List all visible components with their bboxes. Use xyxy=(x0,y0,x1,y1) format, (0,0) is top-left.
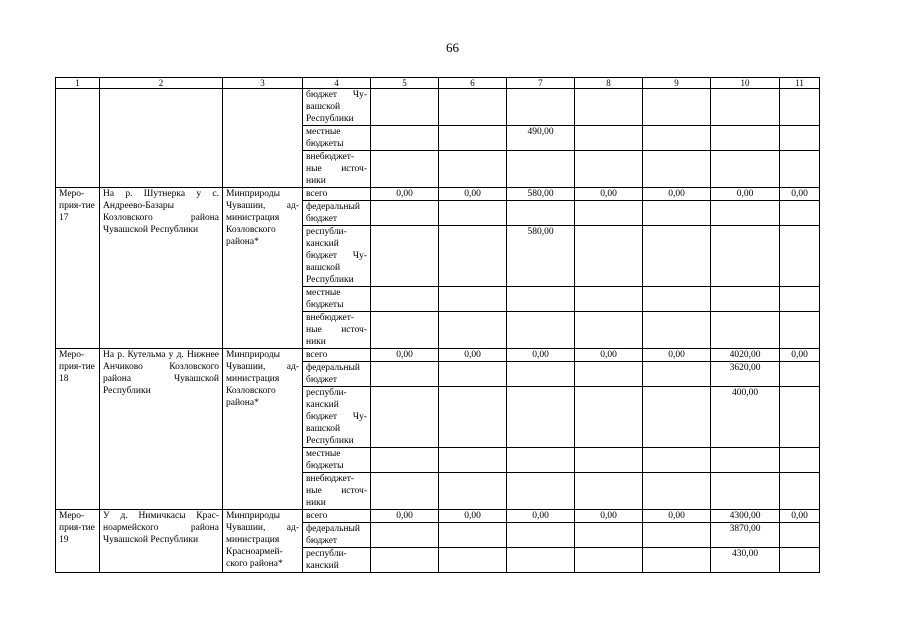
column-header: 7 xyxy=(507,78,575,89)
measure-id-cell: Меро-прия-тие 17 xyxy=(56,188,100,349)
amount-cell xyxy=(507,151,575,188)
column-header: 5 xyxy=(371,78,439,89)
amount-cell xyxy=(780,201,820,226)
amount-cell xyxy=(643,473,711,510)
table-row xyxy=(56,510,820,523)
column-header: 9 xyxy=(643,78,711,89)
amount-cell xyxy=(711,287,780,312)
amount-cell xyxy=(439,523,507,548)
amount-cell xyxy=(575,287,643,312)
funding-source-cell: местные бюджеты xyxy=(303,126,371,151)
funding-source-cell: всего xyxy=(303,349,371,362)
funding-source-cell: внебюджет-ные источ-ники xyxy=(303,312,371,349)
measure-name-cell: У д. Нимичкасы Крас-ноармейского района Чувашской Республики xyxy=(100,510,223,573)
measure-id-cell: Меро-прия-тие 18 xyxy=(56,349,100,510)
amount-cell xyxy=(439,126,507,151)
amount-cell xyxy=(575,312,643,349)
amount-cell: 0,00 xyxy=(575,510,643,523)
funding-source-cell: республи-канский бюджет Чу-вашской Республики xyxy=(303,387,371,448)
column-header: 11 xyxy=(780,78,820,89)
amount-cell xyxy=(371,548,439,573)
column-header: 1 xyxy=(56,78,100,89)
amount-cell xyxy=(371,201,439,226)
amount-cell xyxy=(643,362,711,387)
budget-table xyxy=(55,77,820,573)
amount-cell xyxy=(711,226,780,287)
amount-cell xyxy=(711,201,780,226)
funding-source-cell: местные бюджеты xyxy=(303,287,371,312)
amount-cell xyxy=(575,226,643,287)
amount-cell: 400,00 xyxy=(711,387,780,448)
table-body xyxy=(56,89,820,573)
amount-cell xyxy=(780,387,820,448)
amount-cell xyxy=(711,473,780,510)
table-row xyxy=(56,188,820,201)
amount-cell xyxy=(371,387,439,448)
amount-cell xyxy=(507,548,575,573)
amount-cell xyxy=(711,448,780,473)
amount-cell xyxy=(780,287,820,312)
empty-cell xyxy=(56,89,100,188)
amount-cell: 4020,00 xyxy=(711,349,780,362)
amount-cell xyxy=(371,523,439,548)
amount-cell: 0,00 xyxy=(371,510,439,523)
amount-cell xyxy=(371,287,439,312)
funding-source-cell: федеральный бюджет xyxy=(303,523,371,548)
amount-cell xyxy=(507,448,575,473)
column-header: 10 xyxy=(711,78,780,89)
amount-cell: 0,00 xyxy=(439,188,507,201)
amount-cell: 580,00 xyxy=(507,226,575,287)
amount-cell xyxy=(507,287,575,312)
amount-cell xyxy=(439,89,507,126)
measure-name-cell: На р. Кутельма у д. Нижнее Анчиково Козловского района Чувашской Республики xyxy=(100,349,223,510)
funding-source-cell: всего xyxy=(303,188,371,201)
amount-cell: 580,00 xyxy=(507,188,575,201)
amount-cell xyxy=(643,201,711,226)
amount-cell xyxy=(507,312,575,349)
amount-cell xyxy=(780,89,820,126)
amount-cell xyxy=(507,201,575,226)
amount-cell xyxy=(575,473,643,510)
amount-cell: 3620,00 xyxy=(711,362,780,387)
amount-cell xyxy=(507,387,575,448)
amount-cell xyxy=(371,89,439,126)
empty-cell xyxy=(223,89,303,188)
amount-cell xyxy=(439,201,507,226)
funding-source-cell: бюджет Чу-вашской Республики xyxy=(303,89,371,126)
amount-cell xyxy=(711,126,780,151)
executor-cell: Минприроды Чувашии, ад-министрация Козловского района* xyxy=(223,188,303,349)
executor-cell: Минприроды Чувашии, ад-министрация Красноармей-ского района* xyxy=(223,510,303,573)
amount-cell xyxy=(507,523,575,548)
page-number: 66 xyxy=(446,40,459,55)
amount-cell xyxy=(643,312,711,349)
amount-cell xyxy=(780,548,820,573)
amount-cell xyxy=(780,523,820,548)
amount-cell xyxy=(780,448,820,473)
amount-cell xyxy=(507,473,575,510)
amount-cell xyxy=(507,89,575,126)
amount-cell xyxy=(780,473,820,510)
empty-cell xyxy=(100,89,223,188)
table-row xyxy=(56,89,820,126)
amount-cell: 0,00 xyxy=(371,349,439,362)
amount-cell xyxy=(643,126,711,151)
column-header: 4 xyxy=(303,78,371,89)
amount-cell xyxy=(780,362,820,387)
funding-source-cell: всего xyxy=(303,510,371,523)
amount-cell xyxy=(780,312,820,349)
table-row xyxy=(56,349,820,362)
funding-source-cell: внебюджет-ные источ-ники xyxy=(303,151,371,188)
amount-cell xyxy=(439,226,507,287)
measure-id-cell: Меро-прия-тие 19 xyxy=(56,510,100,573)
amount-cell: 3870,00 xyxy=(711,523,780,548)
amount-cell: 0,00 xyxy=(780,188,820,201)
amount-cell xyxy=(643,523,711,548)
amount-cell: 430,00 xyxy=(711,548,780,573)
amount-cell xyxy=(371,448,439,473)
amount-cell xyxy=(575,126,643,151)
amount-cell xyxy=(439,387,507,448)
amount-cell: 0,00 xyxy=(507,349,575,362)
amount-cell xyxy=(643,287,711,312)
amount-cell xyxy=(439,287,507,312)
amount-cell: 0,00 xyxy=(643,349,711,362)
amount-cell xyxy=(643,226,711,287)
amount-cell xyxy=(780,226,820,287)
amount-cell xyxy=(439,151,507,188)
amount-cell: 0,00 xyxy=(371,188,439,201)
amount-cell xyxy=(643,151,711,188)
amount-cell xyxy=(371,362,439,387)
amount-cell xyxy=(439,473,507,510)
executor-cell: Минприроды Чувашии, ад-министрация Козловского района* xyxy=(223,349,303,510)
amount-cell: 0,00 xyxy=(575,188,643,201)
amount-cell xyxy=(575,89,643,126)
amount-cell xyxy=(780,151,820,188)
amount-cell: 490,00 xyxy=(507,126,575,151)
funding-source-cell: местные бюджеты xyxy=(303,448,371,473)
funding-source-cell: федеральный бюджет xyxy=(303,362,371,387)
column-header: 3 xyxy=(223,78,303,89)
amount-cell xyxy=(575,151,643,188)
amount-cell xyxy=(780,126,820,151)
amount-cell: 0,00 xyxy=(643,510,711,523)
funding-source-cell: внебюджет-ные источ-ники xyxy=(303,473,371,510)
amount-cell xyxy=(711,151,780,188)
amount-cell xyxy=(575,548,643,573)
column-header: 6 xyxy=(439,78,507,89)
amount-cell xyxy=(643,448,711,473)
amount-cell: 0,00 xyxy=(780,349,820,362)
funding-source-cell: республи-канский xyxy=(303,548,371,573)
funding-source-cell: республи-канский бюджет Чу-вашской Республики xyxy=(303,226,371,287)
amount-cell xyxy=(575,362,643,387)
amount-cell: 4300,00 xyxy=(711,510,780,523)
amount-cell xyxy=(439,312,507,349)
measure-name-cell: На р. Шутнерка у с. Андреево-Базары Козловского района Чувашской Республики xyxy=(100,188,223,349)
amount-cell: 0,00 xyxy=(439,349,507,362)
amount-cell: 0,00 xyxy=(575,349,643,362)
funding-source-cell: федеральный бюджет xyxy=(303,201,371,226)
amount-cell xyxy=(371,473,439,510)
amount-cell xyxy=(439,548,507,573)
amount-cell xyxy=(575,387,643,448)
amount-cell: 0,00 xyxy=(507,510,575,523)
amount-cell: 0,00 xyxy=(711,188,780,201)
column-header: 8 xyxy=(575,78,643,89)
amount-cell xyxy=(711,312,780,349)
amount-cell xyxy=(643,89,711,126)
amount-cell xyxy=(575,201,643,226)
amount-cell xyxy=(439,448,507,473)
amount-cell xyxy=(371,312,439,349)
amount-cell xyxy=(371,126,439,151)
amount-cell xyxy=(575,523,643,548)
column-header: 2 xyxy=(100,78,223,89)
amount-cell xyxy=(371,226,439,287)
amount-cell xyxy=(643,387,711,448)
amount-cell xyxy=(507,362,575,387)
amount-cell: 0,00 xyxy=(643,188,711,201)
amount-cell xyxy=(371,151,439,188)
amount-cell: 0,00 xyxy=(439,510,507,523)
amount-cell xyxy=(711,89,780,126)
column-number-row xyxy=(56,78,820,89)
amount-cell: 0,00 xyxy=(780,510,820,523)
amount-cell xyxy=(643,548,711,573)
amount-cell xyxy=(439,362,507,387)
amount-cell xyxy=(575,448,643,473)
